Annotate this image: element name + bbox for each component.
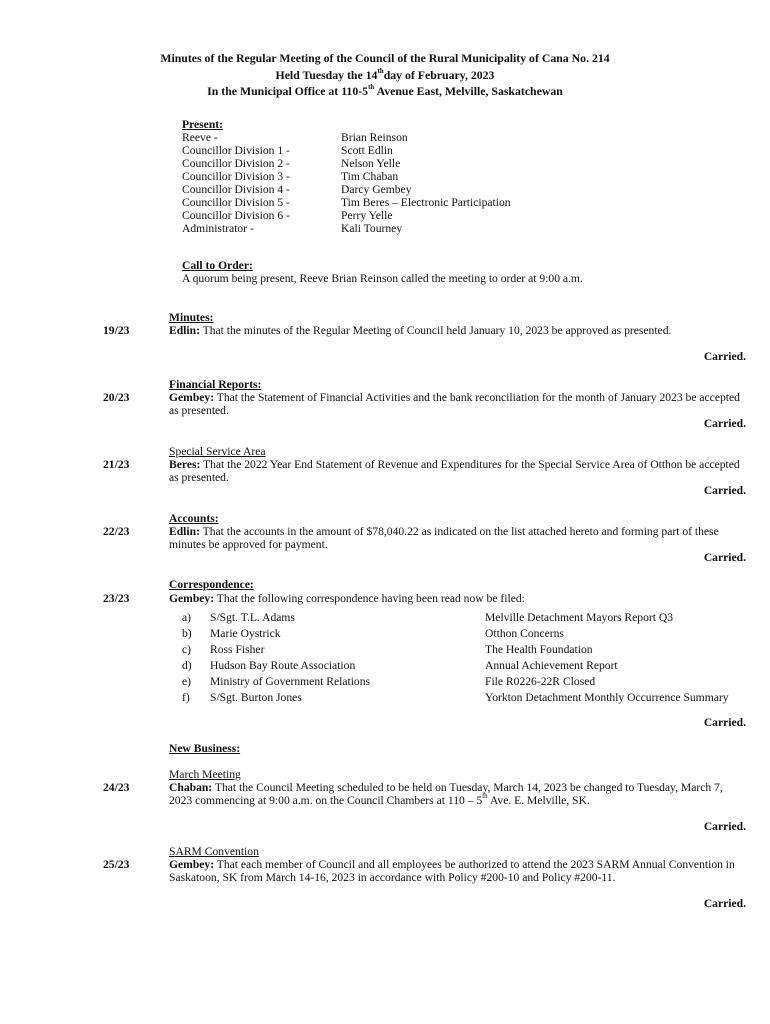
motion-body-19: That the minutes of the Regular Meeting of Council held January 10, 2023 be approved as presented. [199,324,672,337]
motion-text-21 [169,458,747,484]
correspondence-letter-d: d) [182,659,192,672]
name-councillor-1: Scott Edlin [341,144,393,157]
present-names [341,131,511,235]
correspondence-heading: Correspondence: [169,578,254,591]
mover-23: Gembey: [169,592,215,605]
motion-body-24-sup: th [482,792,488,801]
correspondence-from-a: S/Sgt. T.L. Adams [210,611,295,624]
correspondence-subject-f: Yorkton Detachment Monthly Occurrence Summary [485,691,729,704]
accounts-heading: Accounts: [169,512,219,525]
name-councillor-6: Perry Yelle [341,209,393,222]
title-line-2-sup: th [377,66,384,75]
motion-body-21: That the 2022 Year End Statement of Revenue and Expenditures for the Special Service Area of Otthon be accepted as presented. [169,458,740,484]
motion-number-20: 20/23 [103,391,130,404]
motion-number-22: 22/23 [103,525,130,538]
motion-number-23: 23/23 [103,592,130,605]
motion-text-19 [169,324,747,337]
correspondence-subject-b: Otthon Concerns [485,627,564,640]
motion-text-24 [169,781,747,807]
correspondence-from-f: S/Sgt. Burton Jones [210,691,302,704]
role-councillor-3: Councillor Division 3 - [182,170,290,183]
name-councillor-4: Darcy Gembey [341,183,412,196]
role-reeve: Reeve - [182,131,218,144]
correspondence-from-b: Marie Oystrick [210,627,281,640]
mover-21: Beres: [169,458,201,471]
name-councillor-3: Tim Chaban [341,170,399,183]
motion-text-23 [169,592,747,605]
motion-number-24: 24/23 [103,781,130,794]
name-councillor-2: Nelson Yelle [341,157,401,170]
present-heading: Present: [182,118,223,131]
correspondence-letter-c: c) [182,643,192,656]
title-line-2-post: day of February, 2023 [383,67,495,82]
correspondence-letter-f: f) [182,691,190,704]
role-administrator: Administrator - [182,222,254,235]
correspondence-letter-a: a) [182,611,192,624]
motion-text-25 [169,858,747,884]
name-councillor-5: Tim Beres – Electronic Participation [341,196,511,209]
role-councillor-6: Councillor Division 6 - [182,209,290,222]
motion-number-21: 21/23 [103,458,130,471]
role-councillor-4: Councillor Division 4 - [182,183,290,196]
carried-20: Carried. [703,417,746,430]
document-header [0,50,770,100]
call-to-order-heading: Call to Order: [182,259,253,272]
call-to-order-text: A quorum being present, Reeve Brian Reinson called the meeting to order at 9:00 a.m. [182,272,583,285]
title-line-1: Minutes of the Regular Meeting of the Council of the Rural Municipality of Cana No. 214 [160,51,610,65]
correspondence-subject-c: The Health Foundation [485,643,593,656]
motion-body-25: That each member of Council and all employees be authorized to attend the 2023 SARM Annual Convention in Saskatoon, SK from March 14-16, 2023 in accordance with Policy #200-10 and Policy #200-11. [169,858,735,884]
carried-25: Carried. [703,897,746,910]
financial-reports-heading: Financial Reports: [169,378,262,391]
present-roles [182,131,290,235]
mover-20: Gembey: [169,391,215,404]
correspondence-subject-d: Annual Achievement Report [485,659,618,672]
carried-21: Carried. [703,484,746,497]
correspondence-letter-e: e) [182,675,192,688]
title-line-3-pre: In the Municipal Office at 110-5 [207,84,369,98]
title-line-3-sup: th [368,83,375,92]
mover-24: Chaban: [169,781,213,794]
title-line-2-pre: Held Tuesday the 14 [275,67,378,82]
special-service-area-heading: Special Service Area [169,445,266,458]
title-line-3-post: Avenue East, Melville, Saskatchewan [374,84,563,98]
motion-body-24-post: Ave. E. Melville, SK. [487,794,590,807]
motion-body-22: That the accounts in the amount of $78,040.22 as indicated on the list attached hereto and forming part of these minutes be approved for payment. [169,525,719,551]
new-business-heading: New Business: [169,742,241,755]
name-reeve: Brian Reinson [341,131,408,144]
title-line-2 [0,67,770,84]
correspondence-from-d: Hudson Bay Route Association [210,659,356,672]
role-councillor-5: Councillor Division 5 - [182,196,290,209]
motion-number-25: 25/23 [103,858,130,871]
mover-22: Edlin: [169,525,200,538]
carried-23: Carried. [703,716,746,729]
motion-body-24-pre: That the Council Meeting scheduled to be held on Tuesday, March 14, 2023 be changed to Tuesday, March 7, 2023 commencing at 9:00 a.m. on the Council Chambers at 110 – 5 [169,781,723,807]
correspondence-from-c: Ross Fisher [210,643,265,656]
mover-25: Gembey: [169,858,215,871]
motion-body-20: That the Statement of Financial Activities and the bank reconciliation for the month of January 2023 be accepted as presented. [169,391,740,417]
correspondence-subject-e: File R0226-22R Closed [485,675,596,688]
carried-24: Carried. [703,820,746,833]
motion-text-22 [169,525,747,551]
motion-text-20 [169,391,747,417]
correspondence-from-e: Ministry of Government Relations [210,675,371,688]
correspondence-letter-b: b) [182,627,192,640]
carried-19: Carried. [703,350,746,363]
motion-number-19: 19/23 [103,324,130,337]
minutes-heading: Minutes: [169,311,214,324]
carried-22: Carried. [703,551,746,564]
sarm-convention-heading: SARM Convention [169,845,259,858]
correspondence-subject-a: Melville Detachment Mayors Report Q3 [485,611,674,624]
motion-body-23: That the following correspondence having been read now be filed: [214,592,525,605]
march-meeting-heading: March Meeting [169,768,241,781]
mover-19: Edlin: [169,324,200,337]
title-line-3 [0,83,770,100]
name-administrator: Kali Tourney [341,222,403,235]
role-councillor-2: Councillor Division 2 - [182,157,290,170]
role-councillor-1: Councillor Division 1 - [182,144,290,157]
